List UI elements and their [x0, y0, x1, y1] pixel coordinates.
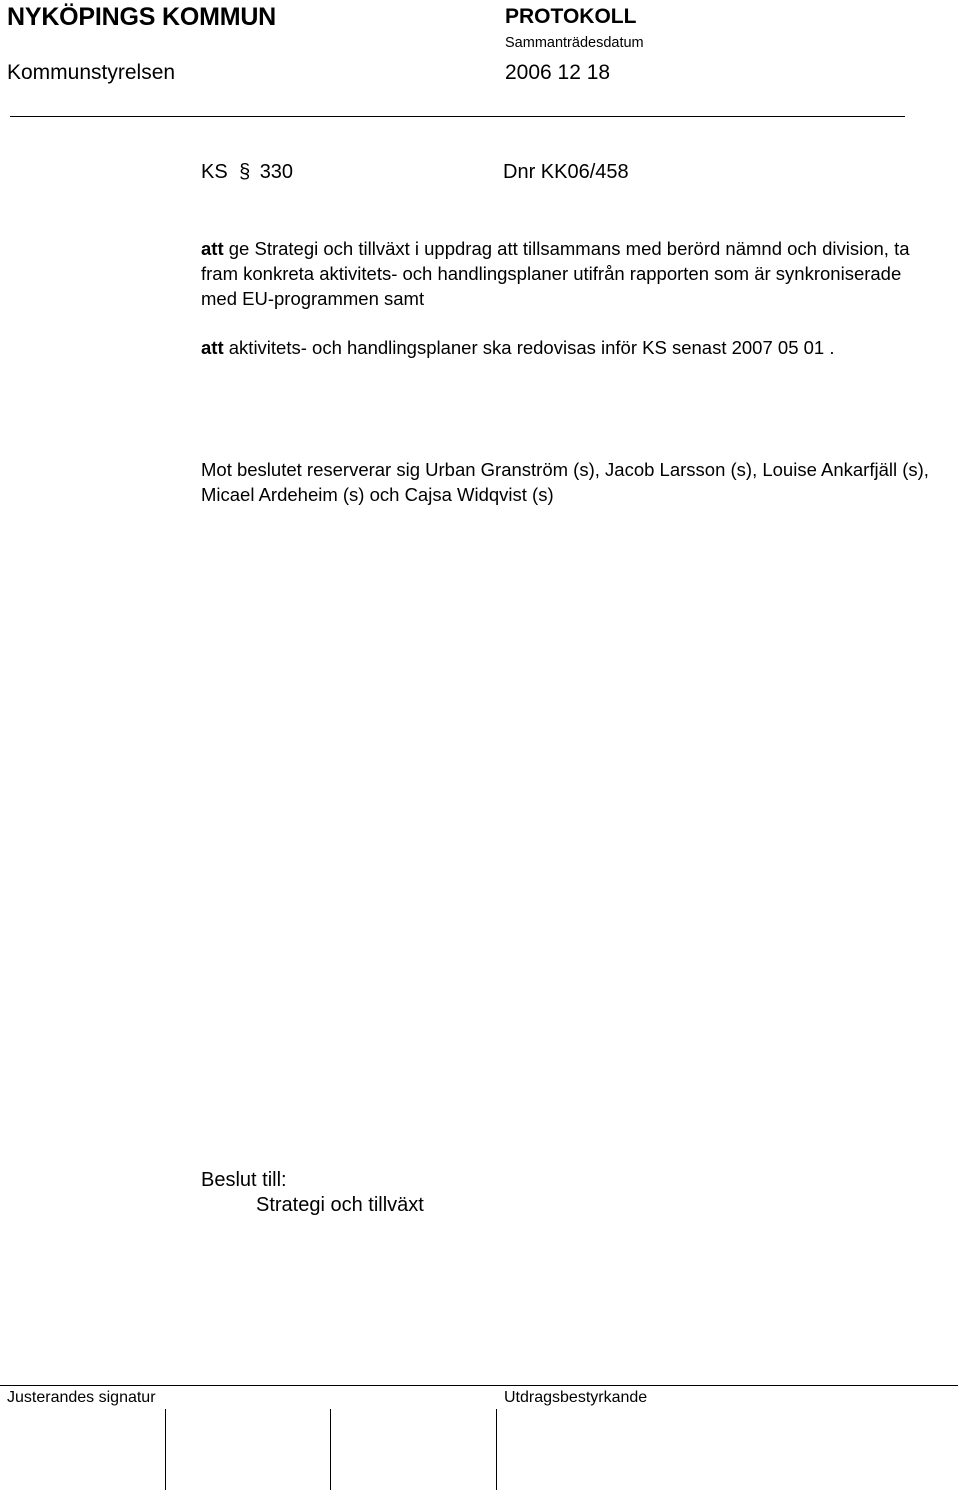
decision-paragraph-1	[201, 236, 941, 311]
committee-name: Kommunstyrelsen	[7, 61, 176, 84]
section-symbol-icon: §	[239, 161, 251, 183]
certification-label: Utdragsbestyrkande	[504, 1389, 648, 1406]
organization-name: NYKÖPINGS KOMMUN	[7, 3, 277, 31]
signature-label: Justerandes signatur	[7, 1389, 156, 1406]
meeting-date: 2006 12 18	[505, 61, 611, 84]
case-reference	[201, 161, 293, 184]
para1-lead: att	[201, 238, 224, 259]
signature-box-divider	[330, 1409, 331, 1490]
signature-box-divider	[165, 1409, 166, 1490]
signature-box-divider	[496, 1409, 497, 1490]
document-type: PROTOKOLL	[505, 5, 637, 28]
distribution-recipient: Strategi och tillväxt	[256, 1194, 424, 1216]
reservation-paragraph: Mot beslutet reserverar sig Urban Granström (s), Jacob Larsson (s), Louise Ankarfjäll (s), Micael Ardeheim (s) och Cajsa Widqvist (s)	[201, 459, 929, 505]
decision-paragraph-2	[201, 335, 941, 360]
distribution-label: Beslut till:	[201, 1169, 287, 1191]
ks-label: KS	[201, 161, 228, 183]
header-divider	[10, 116, 905, 117]
para2-text: aktivitets- och handlingsplaner ska redovisas inför KS senast 2007 05 01 .	[223, 337, 835, 358]
para1-text: ge Strategi och tillväxt i uppdrag att tillsammans med berörd nämnd och division, ta fram konkreta aktivitets- och handlingsplaner utifrån rapporten som är synkroniserade med EU-programmen samt	[201, 238, 910, 309]
footer-divider	[0, 1385, 958, 1386]
diary-number: Dnr KK06/458	[503, 161, 629, 183]
meeting-date-label: Sammanträdesdatum	[505, 35, 644, 51]
para2-lead: att	[201, 337, 224, 358]
ks-number: 330	[259, 161, 294, 183]
